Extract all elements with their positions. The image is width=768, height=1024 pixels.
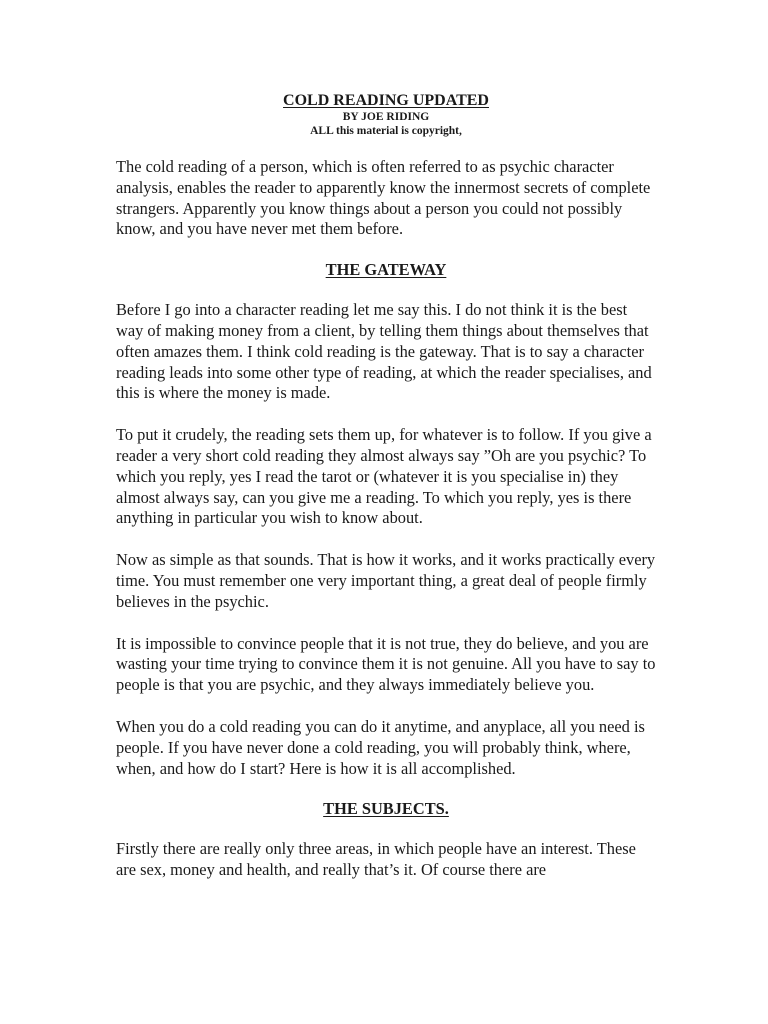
section-heading-subjects <box>116 799 656 819</box>
spacer <box>116 280 656 300</box>
body-paragraph: When you do a cold reading you can do it anytime, and anyplace, all you need is people. If you have never done a cold reading, you will probably think, where, when, and how do I start? Here is how it is all accomplished. <box>116 716 645 778</box>
section-heading-text: THE SUBJECTS. <box>323 799 449 819</box>
spacer <box>116 819 656 839</box>
body-paragraph: Now as simple as that sounds. That is how it works, and it works practically every time. You must remember one very important thing, a great deal of people firmly believes in the psychic. <box>116 550 656 611</box>
body-paragraph: Firstly there are really only three areas, in which people have an interest. These are sex, money and health, and really that’s it. Of course there are <box>116 839 636 880</box>
document-page <box>116 92 656 881</box>
spacer <box>116 138 656 157</box>
body-paragraph: To put it crudely, the reading sets them up, for whatever is to follow. If you give a reader a very short cold reading they almost always say ”Oh are you psychic? To which you reply, yes I read the tarot or (whatever it is you specialise in) they almost always say, can you give me a reading. To which you reply, yes is there anything in particular you wish to know about. <box>116 425 652 528</box>
document-byline: BY JOE RIDING <box>342 111 430 123</box>
spacer <box>116 779 656 799</box>
body-paragraph: It is impossible to convince people that it is not true, they do believe, and you are wasting your time trying to convince them it is not genuine. All you have to say to people is that you are psychic, and they always immediately believe you. <box>116 633 656 695</box>
intro-paragraph: The cold reading of a person, which is often referred to as psychic character analysis, enables the reader to apparently know the innermost secrets of complete strangers. Apparently you know things about a person you could not possibly know, and you have never met them before. <box>116 157 651 239</box>
document-title-text: COLD READING UPDATED <box>283 92 489 109</box>
spacer <box>116 529 656 550</box>
spacer <box>116 696 656 717</box>
spacer <box>116 613 656 634</box>
copyright-notice: ALL this material is copyright, <box>310 125 462 137</box>
section-heading-text: THE GATEWAY <box>325 260 447 280</box>
section-heading-gateway <box>116 260 656 280</box>
spacer <box>116 240 656 260</box>
document-title <box>116 92 656 110</box>
spacer <box>116 404 656 425</box>
body-paragraph: Before I go into a character reading let me say this. I do not think it is the best way of making money from a client, by telling them things about themselves that often amazes them. I think cold reading is the gateway. That is to say a character reading leads into some other type of reading, at which the reader specialises, and this is where the money is made. <box>116 300 652 403</box>
